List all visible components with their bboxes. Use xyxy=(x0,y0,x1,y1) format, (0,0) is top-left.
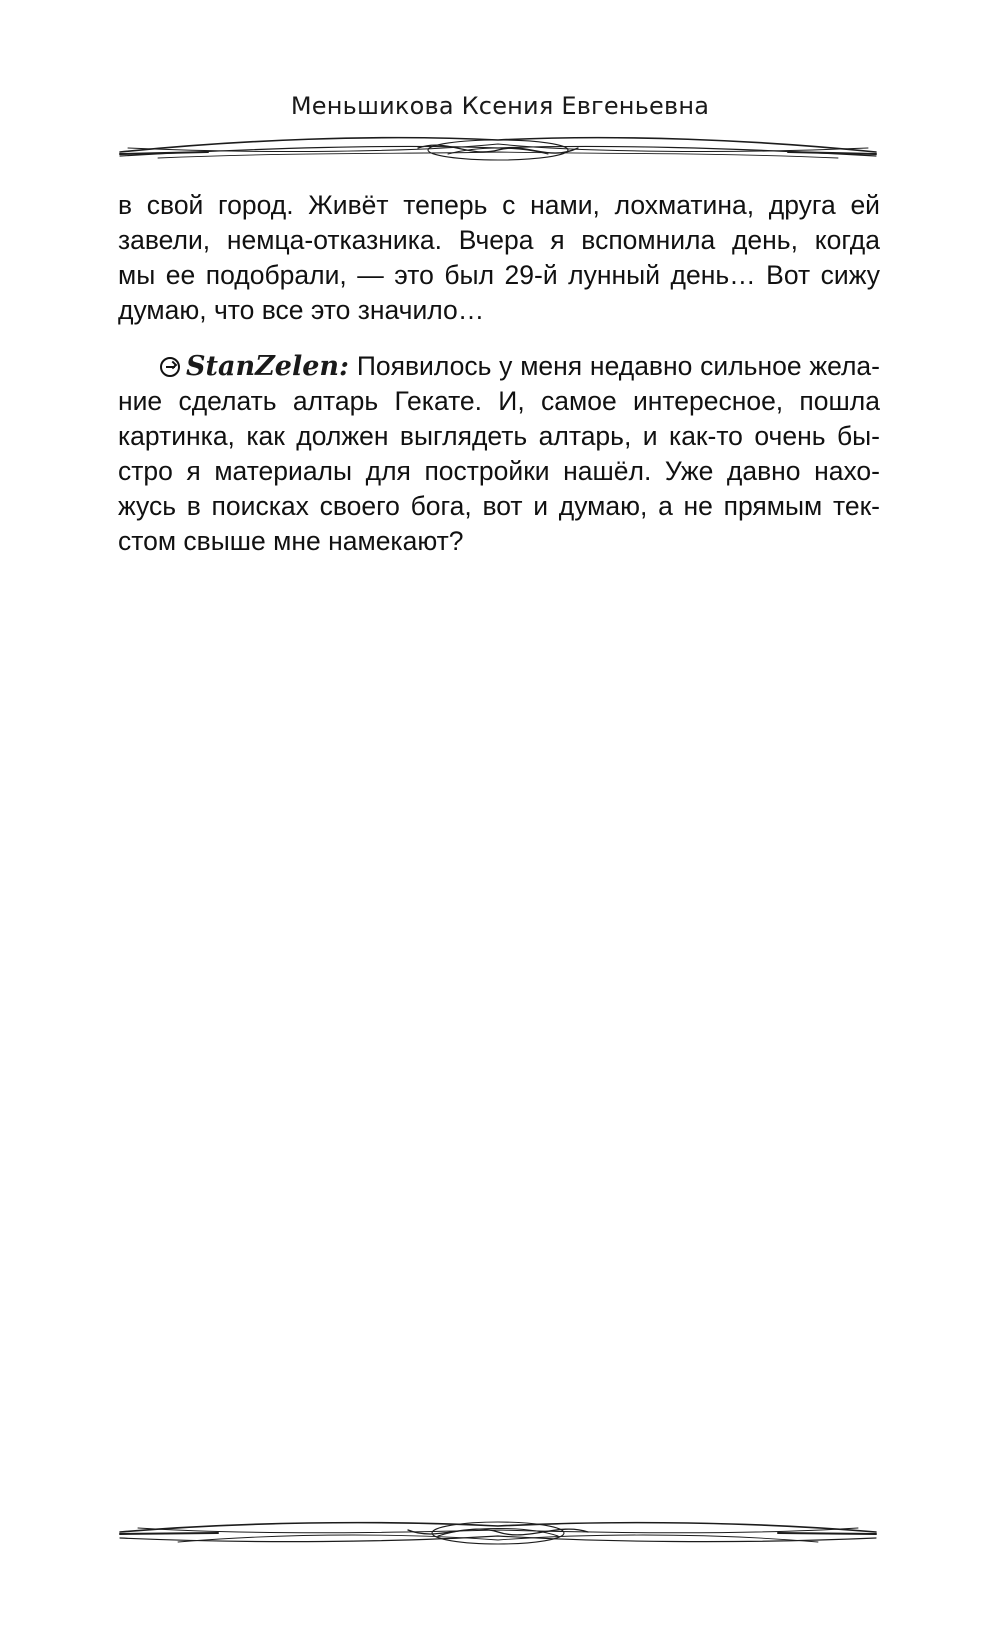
paragraph1-line: мы ее подобрали, — это был 29-й лунный день… Вот сижу xyxy=(118,260,880,290)
paragraph1-line: думаю, что все это значило… xyxy=(118,295,485,325)
footer-ornament xyxy=(118,1502,878,1562)
header-ornament xyxy=(118,118,878,178)
arrow-circle-icon xyxy=(160,357,180,377)
paragraph1-line: в свой город. Живёт теперь с нами, лохматина, друга ей xyxy=(118,190,880,220)
paragraph2-line: Появилось у меня недавно сильное жела- xyxy=(356,351,880,381)
paragraph2-line: жусь в поисках своего бога, вот и думаю, а не прямым тек- xyxy=(118,491,880,521)
running-head: Меньшикова Ксения Евгеньевна xyxy=(290,92,710,120)
forum-post-paragraph xyxy=(118,349,880,559)
paragraph2-line: картинка, как должен выглядеть алтарь, и как-то очень бы- xyxy=(118,421,880,451)
paragraph2-line: стро я материалы для постройки нашёл. Уже давно нахо- xyxy=(118,456,880,486)
header-ornament-svg xyxy=(118,118,878,178)
paragraph2-first-line xyxy=(118,349,880,384)
paragraph-continuation xyxy=(118,188,880,328)
footer-ornament-svg xyxy=(118,1502,878,1562)
post-author: StanZelen: xyxy=(186,351,350,382)
paragraph1-line: завели, немца-отказника. Вчера я вспомнила день, когда xyxy=(118,225,880,255)
paragraph2-line: ние сделать алтарь Гекате. И, самое интересное, пошла xyxy=(118,386,880,416)
paragraph2-line: стом свыше мне намекают? xyxy=(118,526,464,556)
